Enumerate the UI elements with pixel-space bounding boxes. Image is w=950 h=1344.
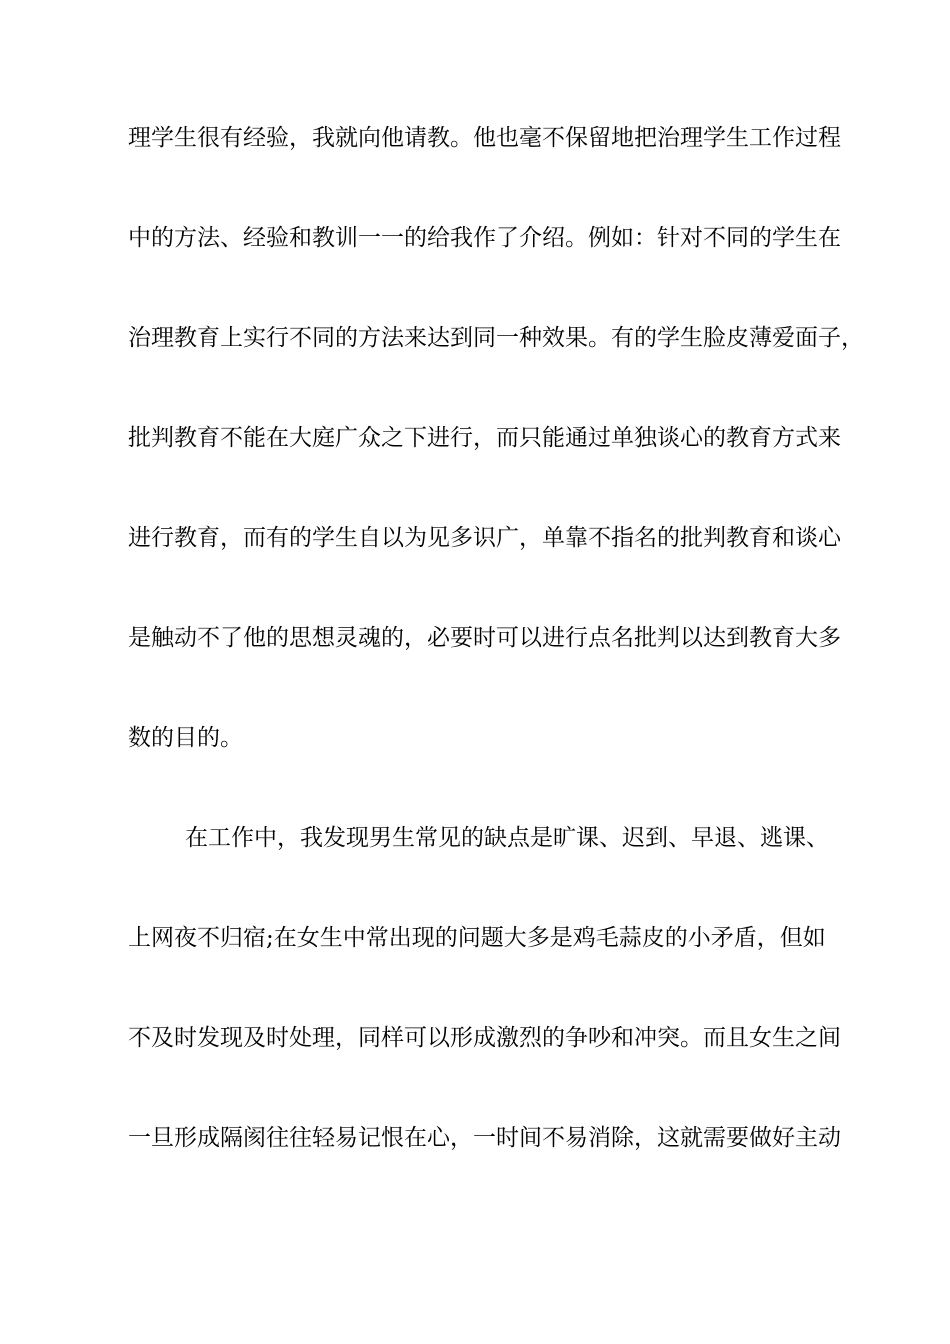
paragraph-2-line-3: 不及时发现及时处理，同样可以形成激烈的争吵和冲突。而且女生之间 bbox=[128, 1025, 841, 1051]
paragraph-2-line-2: 上网夜不归宿;在女生中常出现的问题大多是鸡毛蒜皮的小矛盾，但如 bbox=[128, 925, 826, 951]
paragraph-1-line-1: 理学生很有经验，我就向他请教。他也毫不保留地把治理学生工作过程 bbox=[128, 125, 841, 151]
paragraph-2-line-4: 一旦形成隔阂往往轻易记恨在心，一时间不易消除，这就需要做好主动 bbox=[128, 1125, 841, 1151]
paragraph-2-line-1: 在工作中，我发现男生常见的缺点是旷课、迟到、早退、逃课、 bbox=[185, 825, 829, 851]
paragraph-1-line-7: 数的目的。 bbox=[128, 725, 243, 751]
paragraph-1-line-3: 治理教育上实行不同的方法来达到同一种效果。有的学生脸皮薄爱面子， bbox=[128, 325, 864, 351]
paragraph-1-line-2: 中的方法、经验和教训一一的给我作了介绍。例如：针对不同的学生在 bbox=[128, 225, 841, 251]
paragraph-1-line-6: 是触动不了他的思想灵魂的，必要时可以进行点名批判以达到教育大多 bbox=[128, 625, 841, 651]
paragraph-1-line-5: 进行教育，而有的学生自以为见多识广，单靠不指名的批判教育和谈心 bbox=[128, 525, 841, 551]
paragraph-1-line-4: 批判教育不能在大庭广众之下进行，而只能通过单独谈心的教育方式来 bbox=[128, 425, 841, 451]
